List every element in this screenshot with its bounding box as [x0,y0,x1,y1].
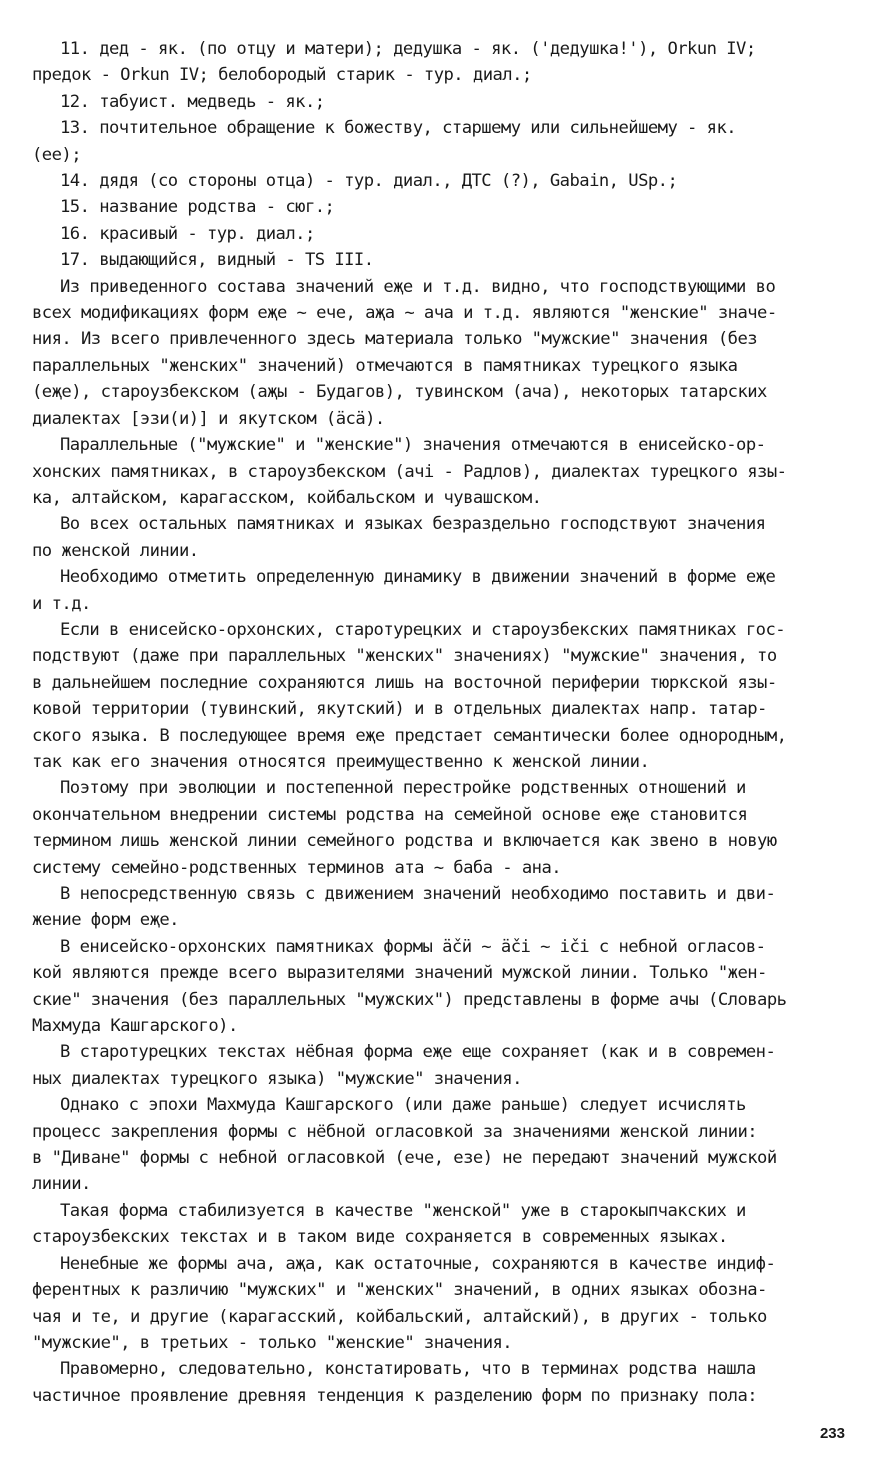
text-line: Такая форма стабилизуется в качестве "женской" уже в старокыпчакских и [60,1200,746,1221]
text-line: В енисейско-орхонских памятниках формы ӓčӥ ~ ӓčі ~ іčі с небной огласов- [60,936,766,957]
text-line: 13. почтительное обращение к божеству, старшему или сильнейшему - як. [60,118,737,139]
text-line: параллельных "женских" значений) отмечаются в памятниках турецкого языка [32,355,738,376]
text-line: окончательном внедрении системы родства на семейной основе еҗе становится [32,804,748,825]
text-line: ния. Из всего привлеченного здесь материала только "мужские" значения (без [32,329,758,350]
text-line: Однако с эпохи Махмуда Кашгарского (или даже раньше) следует исчислять [60,1095,746,1116]
text-line: систему семейно-родственных терминов ата ~ баба - ана. [32,857,562,878]
text-line: предок - Orkun IV; белобородый старик - тур. диал.; [32,65,532,86]
text-line: кой являются прежде всего выразителями значений мужской линии. Только "жен- [32,963,767,984]
text-line: 11. дед - як. (по отцу и матери); дедушка - як. ('дедушка!'), Orkun IV; [60,39,756,59]
text-line: ферентных к различию "мужских" и "женских" значений, в одних языках обозна- [32,1280,767,1301]
text-line: Из приведенного состава значений еҗе и т.д. видно, что господствующими во [60,276,776,297]
text-line: ские" значения (без параллельных "мужских") представлены в форме ачы (Словарь [32,989,787,1010]
text-body [32,36,843,1409]
text-line: Параллельные ("мужские" и "женские") значения отмечаются в енисейско-ор- [60,435,766,456]
text-line: линии. [32,1174,91,1195]
text-line: в дальнейшем последние сохраняются лишь на восточной периферии тюркской язы- [32,672,777,693]
text-line: Ненебные же формы ача, аҗа, как остаточные, сохраняются в качестве индиф- [60,1253,776,1274]
text-line: так как его значения относятся преимущественно к женской линии. [32,751,650,772]
text-line: жение форм еҗе. [32,910,179,931]
text-line: 14. дядя (со стороны отца) - тур. диал., ДТС (?), Gabain, USp.; [60,171,678,192]
text-line: В непосредственную связь с движением значений необходимо поставить и дви- [60,884,776,904]
text-line: ского языка. В последующее время еҗе предстает семантически более однородным, [32,725,787,746]
text-line: 15. название родства - сюг.; [60,197,335,218]
text-line: Необходимо отметить определенную динамику в движении значений в форме еҗе [60,567,776,588]
text-line: Правомерно, следовательно, констатировать, что в терминах родства нашла [60,1359,756,1380]
text-line: (ее); [32,144,81,165]
text-line: 16. красивый - тур. диал.; [60,223,315,244]
text-line: (еҗе), староузбекском (аҗы - Будагов), тувинском (ача), некоторых татарских [32,382,767,403]
text-line: Махмуда Кашгарского). [32,1016,238,1037]
text-line: ных диалектах турецкого языка) "мужские" значения. [32,1068,522,1089]
text-line: 17. выдающийся, видный - TS III. [60,250,374,271]
text-line: 12. табуист. медведь - як.; [60,91,325,112]
text-line: в "Диване" формы с небной огласовкой (ече, езе) не передают значений мужской [32,1148,777,1169]
page-number: 233 [819,1425,845,1442]
text-line: частичное проявление древняя тенденция к разделению форм по признаку пола: [32,1385,758,1406]
text-line: диалектах [эзи(и)] и якутском (ӓсӓ). [32,408,385,429]
text-line: чая и те, и другие (карагасский, койбальский, алтайский), в других - только [32,1306,767,1327]
text-line: термином лишь женской линии семейного родства и включается как звено в новую [32,831,777,852]
text-line: Поэтому при эволюции и постепенной перестройке родственных отношений и [60,778,746,799]
text-line: всех модификациях форм еҗе ~ ече, аҗа ~ ача и т.д. являются "женские" значе- [32,303,777,324]
text-line: В старотурецких текстах нёбная форма еҗе еще сохраняет (как и в современ- [60,1042,776,1063]
text-line: Во всех остальных памятниках и языках безраздельно господствуют значения [60,514,766,535]
text-line: "мужские", в третьих - только "женские" значения. [32,1332,513,1353]
text-line: Если в енисейско-орхонских, старотурецких и староузбекских памятниках гос- [60,619,786,640]
text-line: староузбекских текстах и в таком виде сохраняется в современных языках. [32,1227,728,1248]
text-line: по женской линии. [32,540,199,561]
text-line: ковой территории (тувинский, якутский) и в отдельных диалектах напр. татар- [32,699,767,720]
text-line: и т.д. [32,593,91,614]
text-line: ка, алтайском, карагасском, койбальском и чувашском. [32,487,542,508]
text-line: хонских памятниках, в староузбекском (ачі - Радлов), диалектах турецкого язы- [32,461,787,482]
text-line: процесс закрепления формы с нёбной огласовкой за значениями женской линии: [32,1121,758,1142]
text-line: подствуют (даже при параллельных "женских" значениях) "мужские" значения, то [32,646,777,667]
